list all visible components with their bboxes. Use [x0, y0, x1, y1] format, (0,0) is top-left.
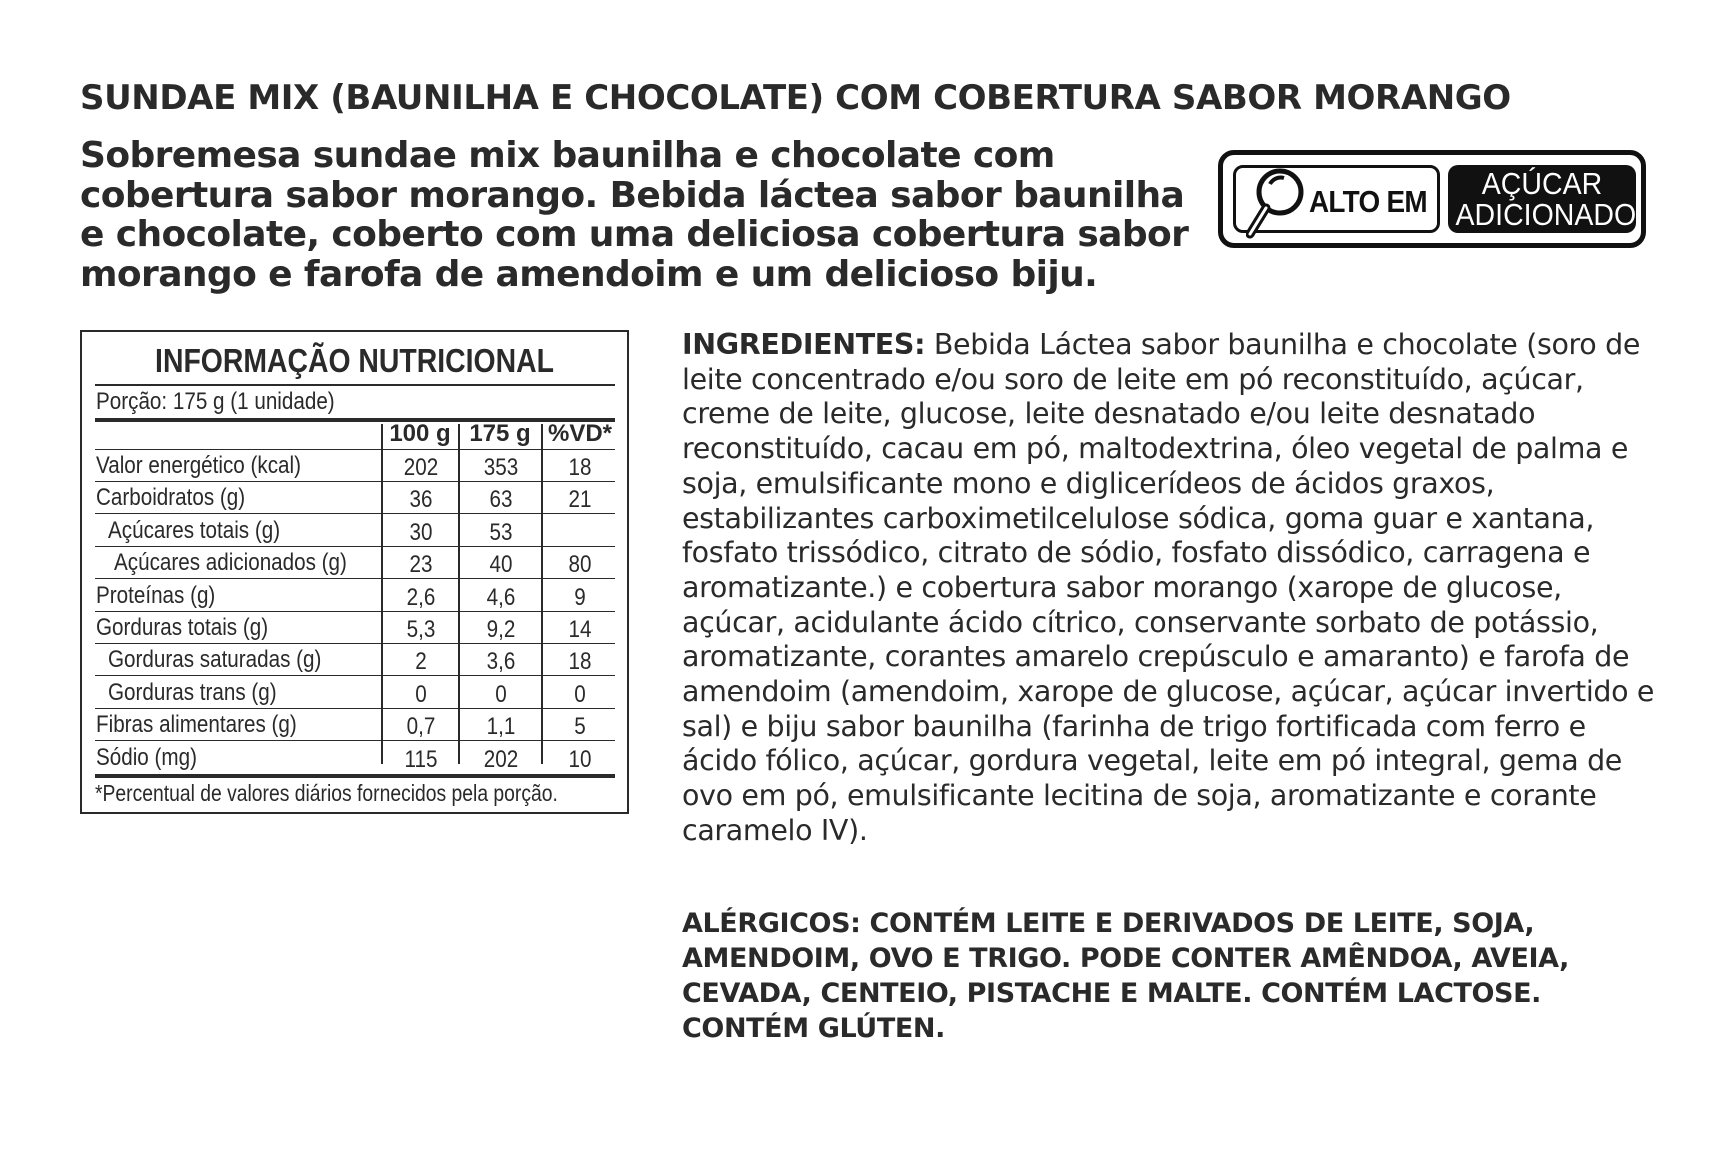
nutrient-value-vd: 80	[568, 551, 592, 579]
ingredients-text	[682, 328, 1657, 849]
nutrient-value-v175: 53	[489, 518, 513, 546]
nutrient-value-v175: 4,6	[486, 583, 516, 611]
nutrient-label: Gorduras trans (g)	[108, 678, 277, 706]
nutrient-value-v100: 2	[415, 648, 427, 676]
nutrient-value-v100: 202	[403, 454, 439, 481]
nutrient-value-v100: 23	[409, 551, 433, 579]
nutrient-value-v175: 3,6	[486, 648, 516, 676]
nutrient-value-v100: 0,7	[406, 713, 436, 741]
nutrition-title-rule	[95, 384, 615, 386]
nutrient-value-v100: 5,3	[406, 616, 436, 643]
allergens-text: ALÉRGICOS: CONTÉM LEITE E DERIVADOS DE LEITE, SOJA, AMENDOIM, OVO E TRIGO. PODE CONTER AMÊNDOA, AVEIA, CEVADA, CENTEIO, PISTACHE E MALTE. CONTÉM LACTOSE. CONTÉM GLÚTEN.	[682, 908, 1570, 1044]
nutrient-value-vd: 5	[574, 713, 586, 741]
nutrient-value-v175: 9,2	[486, 616, 516, 643]
nutrient-value-v175: 40	[489, 551, 513, 579]
nutrient-value-v175: 0	[495, 680, 507, 708]
seal-line-2: ADICIONADO	[1455, 197, 1637, 232]
table-row	[95, 515, 615, 547]
nutrient-value-v175: 202	[483, 745, 519, 773]
nutrient-label: Açúcares adicionados (g)	[114, 549, 347, 577]
seal-left-box	[1233, 165, 1440, 233]
nutrient-label: Valor energético (kcal)	[96, 452, 301, 479]
nutrient-value-v100: 30	[409, 518, 433, 546]
table-row	[95, 677, 615, 709]
nutrient-label: Proteínas (g)	[96, 581, 216, 609]
nutrient-value-vd: 18	[568, 648, 592, 676]
table-row	[95, 450, 615, 482]
nutrient-label: Açúcares totais (g)	[108, 516, 281, 544]
table-row	[95, 709, 615, 741]
seal-alto-em-text: ALTO EM	[1309, 184, 1427, 219]
nutrient-value-v175: 63	[489, 486, 513, 514]
table-row	[95, 547, 615, 579]
table-row	[95, 612, 615, 644]
nutrient-value-v100: 2,6	[406, 583, 436, 611]
ingredients-list: Bebida Láctea sabor baunilha e chocolate (soro de leite concentrado e/ou soro de leite em pó reconstituído, açúcar, creme de leite, glucose, leite desnatado e/ou leite desnatado reconstituído, cacau em pó, maltodextrina, óleo vegetal de palma e soja, emulsificante mono e diglicerídeos de ácidos graxos, estabilizantes carboximetilcelulose sódica, goma guar e xantana, fosfato trissódico, citrato de sódio, fosfato dissódico, carragena e aromatizante.) e cobertura sabor morango (xarope de glucose, açúcar, acidulante ácido cítrico, conservante sorbato de potássio, aromatizante, corantes amarelo crepúsculo e amaranto) e farofa de amendoim (amendoim, xarope de glucose, açúcar, açúcar invertido e sal) e biju sabor baunilha (farinha de trigo fortificada com ferro e ácido fólico, açúcar, gordura vegetal, leite em pó integral, gema de ovo em pó, emulsificante lecitina de soja, aromatizante e corante caramelo IV).	[682, 328, 1655, 847]
nutrient-value-vd: 9	[574, 583, 586, 611]
column-header-100g: 100 g	[389, 420, 451, 447]
nutrient-value-vd: 21	[568, 486, 592, 514]
nutrition-title: INFORMAÇÃO NUTRICIONAL	[155, 342, 554, 379]
high-added-sugar-seal	[1218, 150, 1646, 248]
table-row	[95, 644, 615, 676]
nutrient-value-v175: 353	[483, 454, 519, 481]
column-header-175g: 175 g	[469, 420, 531, 447]
nutrient-value-v100: 115	[404, 745, 438, 773]
product-title: SUNDAE MIX (BAUNILHA E CHOCOLATE) COM COBERTURA SABOR MORANGO	[80, 78, 1511, 118]
nutrient-label: Sódio (mg)	[96, 743, 197, 771]
seal-right-box	[1448, 165, 1636, 233]
nutrient-value-vd: 14	[568, 616, 592, 643]
column-header-vd: %VD*	[547, 420, 613, 447]
nutrition-footnote: *Percentual de valores diários fornecidos pela porção.	[95, 780, 558, 806]
nutrient-value-v100: 36	[409, 486, 433, 514]
nutrient-label: Gorduras totais (g)	[96, 614, 269, 641]
product-description: Sobremesa sundae mix baunilha e chocolate com cobertura sabor morango. Bebida láctea sabor baunilha e chocolate, coberto com uma deliciosa cobertura sabor morango e farofa de amendoim e um delicioso biju.	[80, 135, 1189, 295]
nutrient-value-vd: 10	[568, 745, 592, 773]
nutrient-label: Carboidratos (g)	[96, 484, 246, 512]
nutrition-facts-table	[80, 330, 629, 814]
nutrition-portion: Porção: 175 g (1 unidade)	[96, 388, 335, 415]
table-row	[95, 580, 615, 612]
nutrient-value-vd: 0	[574, 680, 586, 708]
nutrient-value-vd: 18	[568, 454, 592, 481]
nutrition-bottom-rule	[95, 774, 615, 778]
nutrient-value-v175: 1,1	[486, 713, 516, 741]
seal-line-1: AÇÚCAR	[1481, 166, 1603, 201]
nutrient-label: Gorduras saturadas (g)	[108, 646, 322, 674]
nutrient-value-v100: 0	[415, 680, 427, 708]
ingredients-label: INGREDIENTES:	[682, 328, 926, 361]
table-row	[95, 482, 615, 514]
table-row	[95, 742, 615, 774]
nutrient-label: Fibras alimentares (g)	[96, 711, 297, 739]
